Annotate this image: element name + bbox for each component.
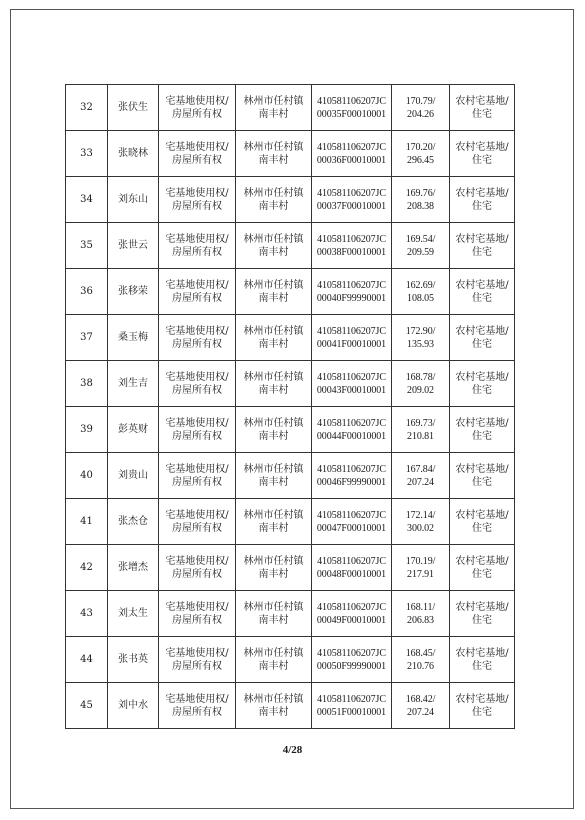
cell-location-line: 林州市任村镇 [243,647,304,659]
cell-location [236,269,312,315]
cell-area-line: 296.45 [407,154,434,166]
cell-area-line: 208.38 [407,200,434,212]
cell-area-line: 210.76 [407,660,434,672]
cell-usage-line: 农村宅基地/ [455,647,509,659]
cell-area-line: 168.42/ [405,693,436,705]
cell-location-line: 林州市任村镇 [243,555,304,567]
cell-right-type [159,637,236,683]
cell-owner-name: 桑玉梅 [108,315,159,361]
cell-usage-line: 住宅 [472,200,492,212]
cell-owner-name: 张伏生 [108,85,159,131]
cell-owner-name: 张杰仓 [108,499,159,545]
cell-right-type [159,591,236,637]
cell-number: 44 [66,637,108,683]
cell-unit-code [312,499,392,545]
cell-area-line: 169.76/ [405,187,436,199]
cell-area [392,131,450,177]
cell-unit-code-line: 00037F00010001 [316,200,387,212]
cell-location [236,407,312,453]
cell-right-type-line: 房屋所有权 [172,384,222,396]
cell-unit-code-line: 00048F00010001 [316,568,387,580]
cell-usage [450,545,515,591]
cell-unit-code-line: 00036F00010001 [316,154,387,166]
cell-right-type-line: 房屋所有权 [172,246,222,258]
cell-area-line: 206.83 [407,614,434,626]
cell-usage-line: 住宅 [472,706,492,718]
cell-area-line: 170.79/ [405,95,436,107]
cell-location-line: 南丰村 [258,338,289,350]
cell-location-line: 南丰村 [258,568,289,580]
cell-usage [450,177,515,223]
cell-right-type-line: 宅基地使用权/ [165,509,229,521]
cell-unit-code-line: 00050F99990001 [316,660,387,672]
cell-usage [450,223,515,269]
cell-owner-name: 刘贵山 [108,453,159,499]
cell-usage-line: 住宅 [472,338,492,350]
cell-usage [450,315,515,361]
cell-right-type-line: 房屋所有权 [172,706,222,718]
cell-number: 41 [66,499,108,545]
cell-unit-code-line: 00041F00010001 [316,338,387,350]
cell-usage-line: 农村宅基地/ [455,693,509,705]
cell-usage-line: 农村宅基地/ [455,555,509,567]
cell-right-type-line: 房屋所有权 [172,108,222,120]
cell-right-type-line: 宅基地使用权/ [165,279,229,291]
cell-area-line: 167.84/ [405,463,436,475]
cell-area-line: 172.90/ [405,325,436,337]
cell-usage-line: 农村宅基地/ [455,279,509,291]
cell-usage-line: 住宅 [472,476,492,488]
cell-number: 34 [66,177,108,223]
cell-location-line: 林州市任村镇 [243,371,304,383]
cell-location-line: 林州市任村镇 [243,693,304,705]
cell-number: 36 [66,269,108,315]
cell-location [236,637,312,683]
cell-unit-code-line: 00046F99990001 [316,476,387,488]
cell-area [392,177,450,223]
cell-location [236,361,312,407]
cell-right-type-line: 宅基地使用权/ [165,187,229,199]
cell-location-line: 南丰村 [258,384,289,396]
cell-right-type-line: 宅基地使用权/ [165,555,229,567]
table-row [66,407,515,453]
cell-right-type-line: 房屋所有权 [172,338,222,350]
cell-right-type [159,223,236,269]
cell-area-line: 169.73/ [405,417,436,429]
cell-owner-name: 张世云 [108,223,159,269]
cell-number: 39 [66,407,108,453]
cell-owner-name: 刘生吉 [108,361,159,407]
cell-number: 35 [66,223,108,269]
cell-right-type [159,407,236,453]
cell-area-line: 170.20/ [405,141,436,153]
cell-area-line: 207.24 [407,476,434,488]
cell-unit-code-line: 00040F99990001 [316,292,387,304]
cell-unit-code-line: 00049F00010001 [316,614,387,626]
cell-unit-code [312,177,392,223]
cell-usage [450,361,515,407]
cell-right-type-line: 房屋所有权 [172,660,222,672]
records-body [66,85,515,729]
cell-usage-line: 住宅 [472,154,492,166]
cell-right-type-line: 宅基地使用权/ [165,141,229,153]
cell-usage-line: 住宅 [472,246,492,258]
cell-unit-code-line: 410581106207JC [317,187,386,199]
cell-unit-code-line: 410581106207JC [317,233,386,245]
cell-owner-name: 刘中水 [108,683,159,729]
cell-usage-line: 农村宅基地/ [455,601,509,613]
cell-area-line: 209.59 [407,246,434,258]
table-row [66,545,515,591]
cell-unit-code-line: 410581106207JC [317,325,386,337]
cell-usage-line: 农村宅基地/ [455,233,509,245]
cell-right-type-line: 宅基地使用权/ [165,95,229,107]
cell-right-type [159,315,236,361]
cell-unit-code-line: 410581106207JC [317,647,386,659]
cell-usage-line: 农村宅基地/ [455,417,509,429]
cell-right-type [159,499,236,545]
cell-right-type [159,545,236,591]
cell-location [236,545,312,591]
cell-usage [450,407,515,453]
cell-usage-line: 住宅 [472,614,492,626]
page-number: 4/28 [282,744,303,756]
cell-usage-line: 住宅 [472,522,492,534]
cell-right-type-line: 房屋所有权 [172,200,222,212]
cell-usage [450,85,515,131]
cell-number: 45 [66,683,108,729]
cell-usage-line: 住宅 [472,568,492,580]
table-row [66,637,515,683]
cell-number: 32 [66,85,108,131]
cell-unit-code-line: 410581106207JC [317,693,386,705]
cell-location-line: 林州市任村镇 [243,141,304,153]
cell-location [236,591,312,637]
cell-right-type [159,131,236,177]
cell-usage [450,453,515,499]
cell-area [392,683,450,729]
cell-location-line: 南丰村 [258,430,289,442]
cell-number: 33 [66,131,108,177]
cell-usage [450,591,515,637]
cell-right-type-line: 房屋所有权 [172,476,222,488]
cell-right-type-line: 房屋所有权 [172,522,222,534]
table-row [66,177,515,223]
cell-area [392,269,450,315]
cell-unit-code-line: 410581106207JC [317,95,386,107]
cell-usage-line: 农村宅基地/ [455,95,509,107]
cell-unit-code-line: 410581106207JC [317,371,386,383]
cell-number: 42 [66,545,108,591]
cell-area-line: 217.91 [407,568,434,580]
cell-usage [450,269,515,315]
cell-right-type-line: 房屋所有权 [172,154,222,166]
cell-location-line: 林州市任村镇 [243,601,304,613]
cell-unit-code [312,407,392,453]
cell-number: 37 [66,315,108,361]
cell-usage-line: 农村宅基地/ [455,187,509,199]
cell-unit-code-line: 00044F00010001 [316,430,387,442]
cell-location-line: 南丰村 [258,292,289,304]
table-row [66,453,515,499]
cell-location [236,453,312,499]
cell-location-line: 南丰村 [258,200,289,212]
cell-area-line: 168.78/ [405,371,436,383]
table-row [66,85,515,131]
cell-location-line: 南丰村 [258,614,289,626]
cell-area [392,361,450,407]
cell-location-line: 南丰村 [258,108,289,120]
table-row [66,499,515,545]
cell-number: 43 [66,591,108,637]
cell-owner-name: 张增杰 [108,545,159,591]
cell-unit-code-line: 410581106207JC [317,141,386,153]
cell-unit-code [312,131,392,177]
cell-area-line: 135.93 [407,338,434,350]
cell-unit-code [312,269,392,315]
cell-unit-code-line: 410581106207JC [317,601,386,613]
cell-owner-name: 彭英财 [108,407,159,453]
cell-right-type-line: 宅基地使用权/ [165,463,229,475]
cell-usage-line: 住宅 [472,430,492,442]
cell-area-line: 300.02 [407,522,434,534]
cell-area-line: 172.14/ [405,509,436,521]
cell-location [236,499,312,545]
cell-right-type-line: 宅基地使用权/ [165,371,229,383]
cell-right-type-line: 宅基地使用权/ [165,233,229,245]
cell-area-line: 108.05 [407,292,434,304]
cell-usage [450,683,515,729]
cell-unit-code-line: 00047F00010001 [316,522,387,534]
records-table [65,84,515,729]
table-row [66,269,515,315]
cell-owner-name: 张书英 [108,637,159,683]
cell-area-line: 162.69/ [405,279,436,291]
cell-unit-code [312,453,392,499]
cell-area-line: 169.54/ [405,233,436,245]
cell-location-line: 林州市任村镇 [243,463,304,475]
cell-location [236,683,312,729]
cell-location-line: 南丰村 [258,706,289,718]
cell-location [236,223,312,269]
cell-number: 38 [66,361,108,407]
cell-unit-code [312,315,392,361]
cell-location-line: 南丰村 [258,246,289,258]
cell-right-type-line: 宅基地使用权/ [165,693,229,705]
cell-right-type [159,269,236,315]
cell-unit-code [312,683,392,729]
cell-usage-line: 农村宅基地/ [455,141,509,153]
cell-usage-line: 农村宅基地/ [455,509,509,521]
cell-right-type-line: 宅基地使用权/ [165,325,229,337]
cell-area [392,499,450,545]
cell-area [392,85,450,131]
cell-area [392,591,450,637]
cell-right-type [159,453,236,499]
cell-unit-code-line: 410581106207JC [317,463,386,475]
cell-right-type-line: 房屋所有权 [172,614,222,626]
cell-unit-code-line: 00051F00010001 [316,706,387,718]
cell-usage [450,637,515,683]
cell-location [236,85,312,131]
cell-location-line: 林州市任村镇 [243,325,304,337]
cell-area [392,315,450,361]
cell-unit-code-line: 00038F00010001 [316,246,387,258]
cell-unit-code-line: 410581106207JC [317,417,386,429]
cell-area-line: 168.11/ [405,601,436,613]
cell-owner-name: 张晓林 [108,131,159,177]
cell-area [392,637,450,683]
cell-unit-code [312,223,392,269]
cell-area-line: 204.26 [407,108,434,120]
table-row [66,223,515,269]
cell-area-line: 209.02 [407,384,434,396]
cell-usage-line: 住宅 [472,384,492,396]
cell-unit-code [312,591,392,637]
cell-location-line: 南丰村 [258,154,289,166]
cell-unit-code [312,85,392,131]
cell-location-line: 林州市任村镇 [243,279,304,291]
cell-number: 40 [66,453,108,499]
cell-owner-name: 刘太生 [108,591,159,637]
cell-location-line: 林州市任村镇 [243,187,304,199]
cell-location [236,177,312,223]
cell-usage-line: 农村宅基地/ [455,371,509,383]
cell-location-line: 南丰村 [258,522,289,534]
cell-unit-code-line: 00035F00010001 [316,108,387,120]
cell-right-type-line: 房屋所有权 [172,430,222,442]
cell-usage [450,131,515,177]
cell-usage-line: 住宅 [472,660,492,672]
cell-location-line: 南丰村 [258,476,289,488]
cell-usage-line: 住宅 [472,292,492,304]
cell-usage-line: 农村宅基地/ [455,463,509,475]
cell-location-line: 南丰村 [258,660,289,672]
cell-unit-code [312,545,392,591]
cell-area [392,223,450,269]
cell-right-type [159,683,236,729]
table-row [66,361,515,407]
cell-unit-code-line: 410581106207JC [317,509,386,521]
cell-right-type [159,85,236,131]
cell-location-line: 林州市任村镇 [243,95,304,107]
cell-right-type-line: 宅基地使用权/ [165,601,229,613]
cell-unit-code [312,637,392,683]
cell-area [392,453,450,499]
cell-area-line: 207.24 [407,706,434,718]
cell-area-line: 170.19/ [405,555,436,567]
cell-right-type [159,177,236,223]
cell-usage [450,499,515,545]
cell-area-line: 168.45/ [405,647,436,659]
cell-usage-line: 农村宅基地/ [455,325,509,337]
cell-unit-code-line: 00043F00010001 [316,384,387,396]
cell-right-type-line: 房屋所有权 [172,568,222,580]
cell-area-line: 210.81 [407,430,434,442]
cell-location-line: 林州市任村镇 [243,509,304,521]
cell-area [392,407,450,453]
cell-owner-name: 张移荣 [108,269,159,315]
table-row [66,131,515,177]
cell-location [236,131,312,177]
cell-unit-code-line: 410581106207JC [317,279,386,291]
cell-location-line: 林州市任村镇 [243,417,304,429]
cell-right-type-line: 宅基地使用权/ [165,417,229,429]
cell-unit-code [312,361,392,407]
cell-right-type-line: 房屋所有权 [172,292,222,304]
cell-location [236,315,312,361]
table-row [66,591,515,637]
table-row [66,315,515,361]
cell-owner-name: 刘东山 [108,177,159,223]
cell-right-type-line: 宅基地使用权/ [165,647,229,659]
cell-right-type [159,361,236,407]
cell-area [392,545,450,591]
cell-usage-line: 住宅 [472,108,492,120]
cell-unit-code-line: 410581106207JC [317,555,386,567]
table-row [66,683,515,729]
cell-location-line: 林州市任村镇 [243,233,304,245]
